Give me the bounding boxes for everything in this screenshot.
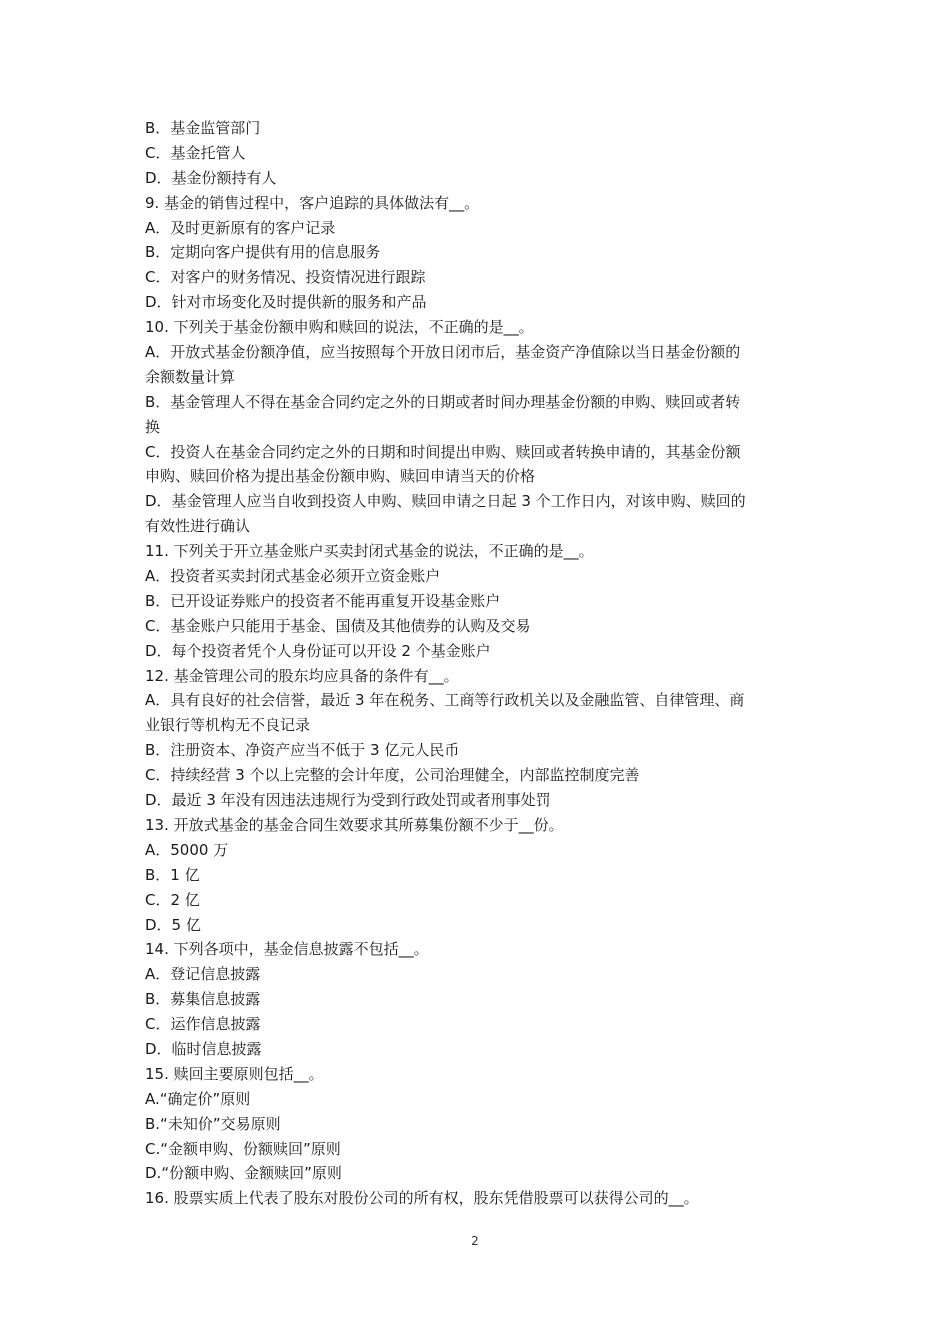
- text-line: B．基金管理人不得在基金合同约定之外的日期或者时间办理基金份额的申购、赎回或者转: [145, 392, 741, 411]
- text-line: 15. 赎回主要原则包括__。: [145, 1064, 324, 1083]
- text-line: D．临时信息披露: [145, 1039, 262, 1058]
- text-line: 业银行等机构无不良记录: [145, 716, 311, 735]
- text-line: C．基金托管人: [145, 143, 246, 162]
- text-line: A．投资者买卖封闭式基金必须开立资金账户: [145, 567, 441, 586]
- text-line: 14. 下列各项中，基金信息披露不包括__。: [145, 940, 429, 959]
- text-line: B．定期向客户提供有用的信息服务: [145, 243, 381, 262]
- text-line: D.“份额申购、金额赎回”原则: [145, 1164, 342, 1183]
- text-line: 有效性进行确认: [145, 517, 251, 536]
- text-line: 10. 下列关于基金份额申购和赎回的说法，不正确的是__。: [145, 318, 534, 337]
- text-line: A．登记信息披露: [145, 965, 261, 984]
- text-line: A．及时更新原有的客户记录: [145, 218, 336, 237]
- text-line: B．募集信息披露: [145, 990, 261, 1009]
- text-line: C．持续经营 3 个以上完整的会计年度，公司治理健全，内部监控制度完善: [145, 766, 640, 785]
- text-line: D．针对市场变化及时提供新的服务和产品: [145, 293, 427, 312]
- text-line: D．5 亿: [145, 915, 201, 934]
- text-line: B．注册资本、净资产应当不低于 3 亿元人民币: [145, 741, 460, 760]
- text-line: B．已开设证券账户的投资者不能再重复开设基金账户: [145, 591, 501, 610]
- text-line: D．每个投资者凭个人身份证可以开设 2 个基金账户: [145, 641, 491, 660]
- text-line: 申购、赎回价格为提出基金份额申购、赎回申请当天的价格: [145, 467, 536, 486]
- text-line: B.“未知价”交易原则: [145, 1114, 281, 1133]
- text-line: 余额数量计算: [145, 367, 236, 386]
- text-line: D．基金份额持有人: [145, 168, 277, 187]
- text-line: A．5000 万: [145, 840, 229, 859]
- text-line: A．开放式基金份额净值，应当按照每个开放日闭市后，基金资产净值除以当日基金份额的: [145, 343, 741, 362]
- text-line: D．基金管理人应当自收到投资人申购、赎回申请之日起 3 个工作日内，对该申购、赎回的: [145, 492, 746, 511]
- text-line: C.“金额申购、份额赎回”原则: [145, 1139, 341, 1158]
- text-line: A.“确定价”原则: [145, 1089, 251, 1108]
- text-line: C．对客户的财务情况、投资情况进行跟踪: [145, 268, 426, 287]
- text-line: 13. 开放式基金的基金合同生效要求其所募集份额不少于__份。: [145, 815, 564, 834]
- text-line: C．2 亿: [145, 890, 200, 909]
- page-number: 2: [471, 1234, 479, 1248]
- text-line: D．最近 3 年没有因违法违规行为受到行政处罚或者刑事处罚: [145, 791, 551, 810]
- document-body: [145, 116, 810, 1211]
- text-line: 9. 基金的销售过程中，客户追踪的具体做法有__。: [145, 193, 480, 212]
- text-line: C．基金账户只能用于基金、国债及其他债券的认购及交易: [145, 616, 531, 635]
- text-line: A．具有良好的社会信誉，最近 3 年在税务、工商等行政机关以及金融监管、自律管理、商: [145, 691, 745, 710]
- text-line: C．投资人在基金合同约定之外的日期和时间提出申购、赎回或者转换申请的，其基金份额: [145, 442, 741, 461]
- text-line: B．基金监管部门: [145, 119, 261, 137]
- text-line: 换: [145, 417, 161, 436]
- text-line: 16. 股票实质上代表了股东对股份公司的所有权，股东凭借股票可以获得公司的__。: [145, 1189, 699, 1208]
- text-line: 11. 下列关于开立基金账户买卖封闭式基金的说法，不正确的是__。: [145, 542, 594, 561]
- text-line: 12. 基金管理公司的股东均应具备的条件有__。: [145, 666, 459, 685]
- text-line: C．运作信息披露: [145, 1015, 261, 1034]
- text-line: B．1 亿: [145, 865, 200, 884]
